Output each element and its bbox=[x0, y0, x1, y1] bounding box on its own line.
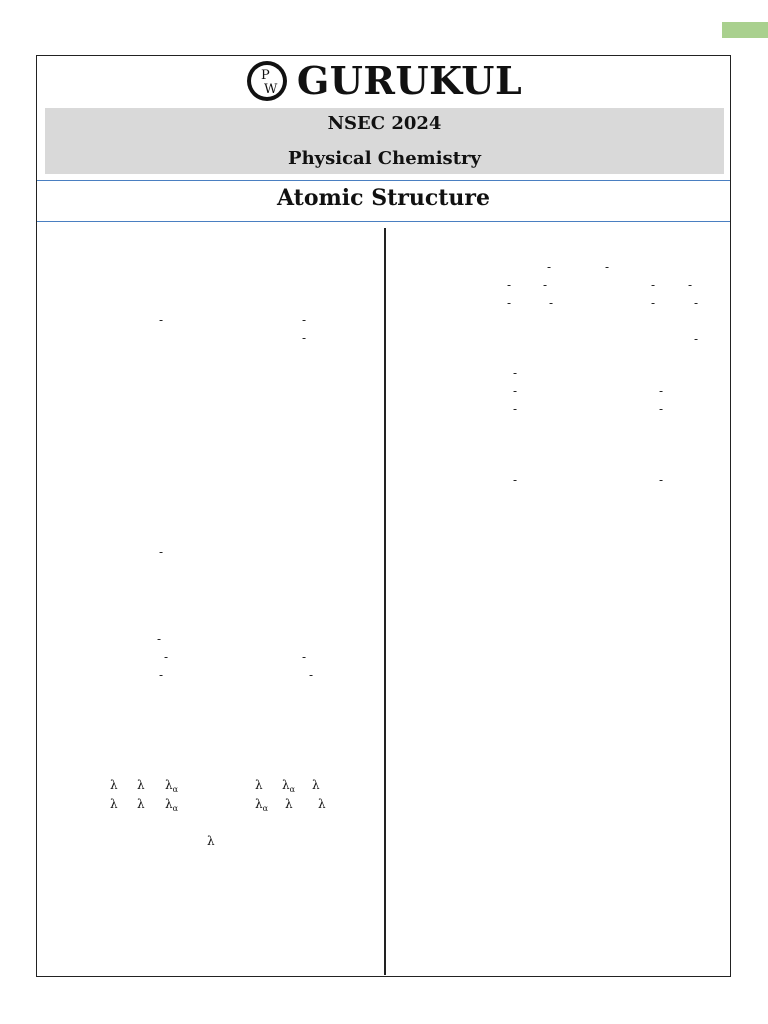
lambda-glyph: λ bbox=[285, 797, 293, 811]
lambda-glyph: λ bbox=[137, 778, 145, 792]
lambda-alpha-glyph: $\lambda_\alpha$ bbox=[282, 778, 296, 794]
header-band bbox=[45, 108, 724, 174]
alpha-subscript: α bbox=[172, 804, 179, 813]
subject-title: Physical Chemistry bbox=[288, 148, 481, 169]
lambda-glyph: λ bbox=[255, 778, 263, 792]
dash-glyph: - bbox=[549, 296, 554, 310]
corner-tab-marker bbox=[722, 22, 768, 38]
dash-glyph: - bbox=[302, 650, 307, 664]
lambda-glyph: λ bbox=[137, 797, 145, 811]
lambda-alpha-glyph: $\lambda_\alpha$ bbox=[165, 778, 179, 794]
dash-glyph: - bbox=[651, 278, 656, 292]
lambda-glyph: λ bbox=[110, 778, 118, 792]
logo-row bbox=[37, 60, 730, 102]
column-divider bbox=[384, 228, 386, 975]
dash-glyph: - bbox=[164, 650, 169, 664]
dash-glyph: - bbox=[302, 331, 307, 345]
dash-glyph: - bbox=[659, 473, 664, 487]
alpha-subscript: α bbox=[172, 785, 179, 794]
dash-glyph: - bbox=[513, 402, 518, 416]
lambda-alpha-glyph: $\lambda_\alpha$ bbox=[255, 797, 269, 813]
dash-glyph: - bbox=[651, 296, 656, 310]
dash-glyph: - bbox=[159, 545, 164, 559]
alpha-subscript: α bbox=[289, 785, 296, 794]
alpha-subscript: α bbox=[262, 804, 269, 813]
dash-glyph: - bbox=[507, 278, 512, 292]
dash-glyph: - bbox=[547, 260, 552, 274]
dash-glyph: - bbox=[694, 296, 699, 310]
pw-logo-icon bbox=[245, 59, 289, 103]
dash-glyph: - bbox=[159, 668, 164, 682]
exam-title: NSEC 2024 bbox=[327, 113, 442, 134]
lambda-glyph: λ bbox=[318, 797, 326, 811]
dash-glyph: - bbox=[688, 278, 693, 292]
section-rule-bottom bbox=[37, 221, 730, 222]
lambda-glyph: λ bbox=[312, 778, 320, 792]
dash-glyph: - bbox=[309, 668, 314, 682]
dash-glyph: - bbox=[159, 313, 164, 327]
lambda-glyph: λ bbox=[110, 797, 118, 811]
dash-glyph: - bbox=[543, 278, 548, 292]
section-rule-top bbox=[37, 180, 730, 181]
gurukul-logo bbox=[245, 59, 522, 103]
page-frame bbox=[36, 55, 731, 977]
dash-glyph: - bbox=[605, 260, 610, 274]
svg-text:W: W bbox=[263, 82, 278, 97]
dash-glyph: - bbox=[659, 402, 664, 416]
dash-glyph: - bbox=[694, 332, 699, 346]
lambda-glyph: λ bbox=[207, 834, 215, 848]
dash-glyph: - bbox=[513, 384, 518, 398]
section-title: Atomic Structure bbox=[277, 185, 490, 211]
dash-glyph: - bbox=[507, 296, 512, 310]
dash-glyph: - bbox=[513, 473, 518, 487]
logo-wordmark: GURUKUL bbox=[296, 58, 523, 103]
dash-glyph: - bbox=[513, 366, 518, 380]
svg-text:P: P bbox=[260, 68, 270, 83]
dash-glyph: - bbox=[659, 384, 664, 398]
dash-glyph: - bbox=[302, 313, 307, 327]
dash-glyph: - bbox=[157, 632, 162, 646]
lambda-alpha-glyph: $\lambda_\alpha$ bbox=[165, 797, 179, 813]
